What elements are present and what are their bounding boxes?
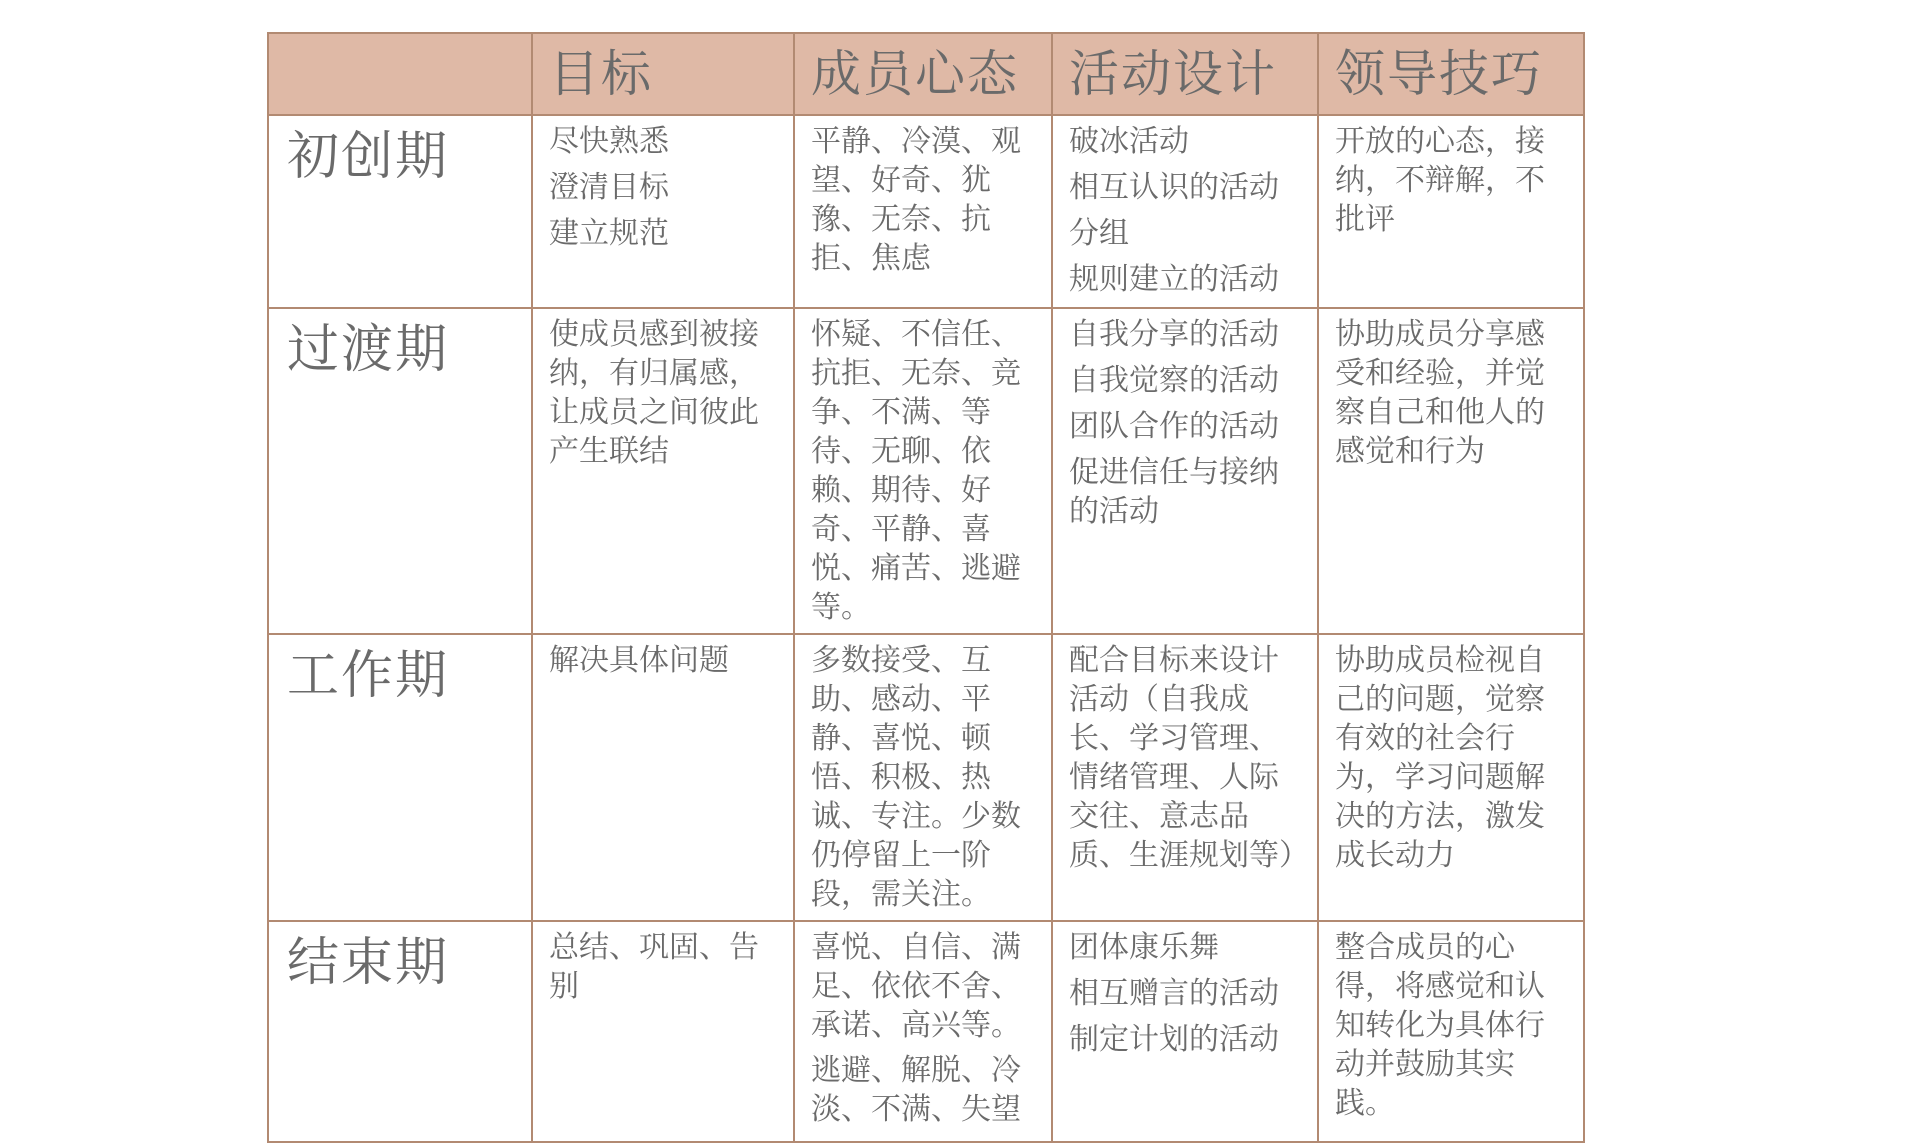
goal-text: 总结、巩固、告别 [549, 930, 759, 1004]
stage-cell [268, 921, 532, 1142]
table-row [268, 115, 1584, 308]
goal-text: 解决具体问题 [549, 643, 729, 678]
group-stage-table [267, 32, 1585, 1143]
activity-item: 团队合作的活动 [1069, 409, 1279, 444]
header-leadership: 领导技巧 [1318, 33, 1584, 115]
leadership-cell [1318, 308, 1584, 634]
activity-item: 自我觉察的活动 [1069, 363, 1279, 398]
table-row [268, 921, 1584, 1142]
table-row [268, 634, 1584, 921]
activities-text: 配合目标来设计活动（自我成长、学习管理、情绪管理、人际交往、意志品质、生涯规划等） [1069, 643, 1309, 873]
goal-cell [532, 308, 794, 634]
goal-item: 尽快熟悉 [549, 124, 669, 159]
activity-item: 相互赠言的活动 [1069, 976, 1279, 1011]
activity-item: 相互认识的活动 [1069, 170, 1279, 205]
activity-item: 破冰活动 [1069, 124, 1189, 159]
stage-cell [268, 634, 532, 921]
mindset-text: 喜悦、自信、满足、依依不舍、承诺、高兴等。 [811, 930, 1021, 1043]
mindset-cell [794, 115, 1052, 308]
leadership-cell [1318, 634, 1584, 921]
goal-item: 建立规范 [549, 216, 669, 251]
goal-item: 澄清目标 [549, 170, 669, 205]
goal-text: 使成员感到被接纳，有归属感，让成员之间彼此产生联结 [549, 317, 759, 469]
activity-item: 自我分享的活动 [1069, 317, 1279, 352]
goal-cell [532, 921, 794, 1142]
activity-item: 团体康乐舞 [1069, 930, 1219, 965]
activities-cell [1052, 115, 1318, 308]
activity-item: 制定计划的活动 [1069, 1022, 1279, 1057]
activity-item: 规则建立的活动 [1069, 262, 1279, 297]
header-corner [268, 33, 532, 115]
mindset-cell [794, 921, 1052, 1142]
stage-table-container [267, 32, 1583, 1127]
activity-item: 分组 [1069, 216, 1129, 251]
stage-cell [268, 115, 532, 308]
header-goal: 目标 [532, 33, 794, 115]
leadership-cell [1318, 921, 1584, 1142]
activities-cell [1052, 308, 1318, 634]
activities-cell [1052, 634, 1318, 921]
stage-label: 初创期 [287, 127, 450, 187]
table-row [268, 308, 1584, 634]
stage-label: 过渡期 [287, 320, 450, 380]
goal-cell [532, 634, 794, 921]
mindset-text: 多数接受、互助、感动、平静、喜悦、顿悟、积极、热诚、专注。少数仍停留上一阶段，需关注。 [811, 643, 1021, 912]
leadership-text: 整合成员的心得，将感觉和认知转化为具体行动并鼓励其实践。 [1335, 930, 1545, 1121]
header-activities: 活动设计 [1052, 33, 1318, 115]
leadership-text: 协助成员分享感受和经验，并觉察自己和他人的感觉和行为 [1335, 317, 1545, 469]
table-header [268, 33, 1584, 115]
leadership-text: 开放的心态，接纳，不辩解，不批评 [1335, 124, 1545, 237]
mindset-cell [794, 634, 1052, 921]
goal-cell [532, 115, 794, 308]
activity-item: 促进信任与接纳的活动 [1069, 455, 1279, 529]
stage-label: 结束期 [287, 933, 450, 993]
stage-label: 工作期 [287, 646, 450, 706]
mindset-text: 逃避、解脱、冷淡、不满、失望 [811, 1053, 1021, 1127]
stage-cell [268, 308, 532, 634]
mindset-text: 怀疑、不信任、抗拒、无奈、竞争、不满、等待、无聊、依赖、期待、好奇、平静、喜悦、痛苦、逃避等。 [811, 317, 1021, 625]
leadership-cell [1318, 115, 1584, 308]
table-body [268, 115, 1584, 1142]
header-row [268, 33, 1584, 115]
mindset-cell [794, 308, 1052, 634]
leadership-text: 协助成员检视自己的问题，觉察有效的社会行为，学习问题解决的方法，激发成长动力 [1335, 643, 1545, 873]
mindset-text: 平静、冷漠、观望、好奇、犹豫、无奈、抗拒、焦虑 [811, 124, 1021, 276]
activities-cell [1052, 921, 1318, 1142]
header-mindset: 成员心态 [794, 33, 1052, 115]
